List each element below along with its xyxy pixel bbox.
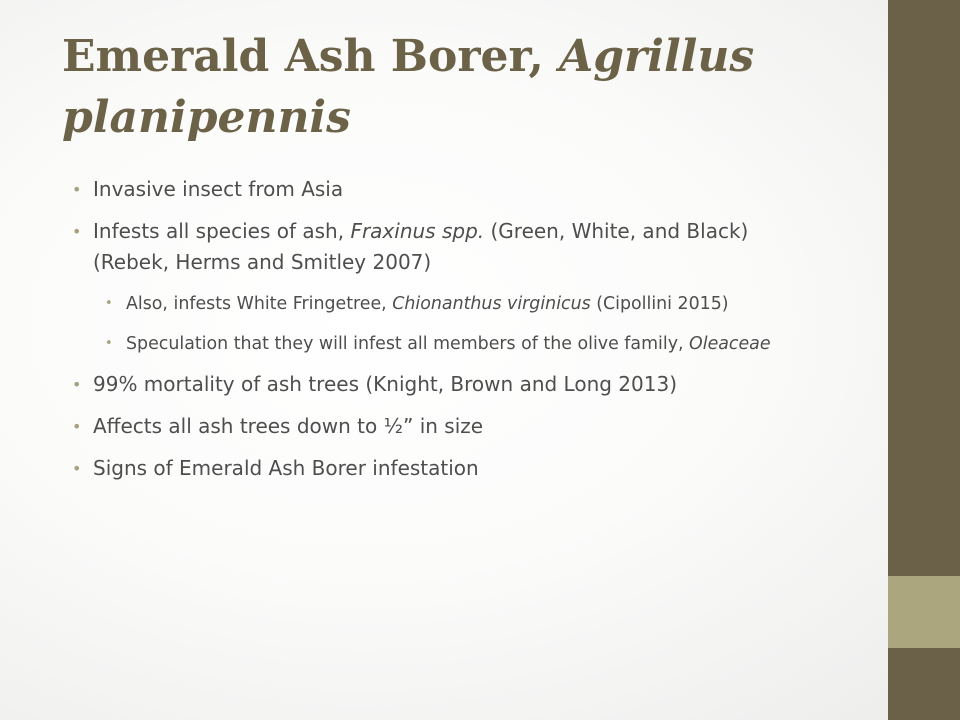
bullet-item (72, 216, 812, 278)
sub-bullet-item (105, 289, 812, 319)
sidebar-band-accent (888, 576, 960, 648)
bullet-text: (Green, White, and Black) (Rebek, Herms and Smitley 2007) (93, 219, 749, 274)
sub-bullet-item (105, 329, 812, 359)
bullet-icon: • (72, 375, 82, 394)
bullet-text: Infests all species of ash, (93, 219, 351, 243)
bullet-icon: • (105, 296, 113, 311)
bullet-text-italic: Fraxinus spp. (350, 219, 485, 243)
title-main: Emerald Ash Borer, (62, 31, 560, 82)
bullet-icon: • (72, 417, 82, 436)
bullet-text: Signs of Emerald Ash Borer infestation (93, 456, 479, 480)
bullet-text: Invasive insect from Asia (93, 177, 344, 201)
bullet-item (72, 411, 812, 442)
bullet-item (72, 453, 812, 484)
bullet-text-italic: Oleaceae (689, 334, 771, 354)
bullet-text: Speculation that they will infest all members of the olive family, (126, 334, 690, 354)
bullet-text: 99% mortality of ash trees (Knight, Brown and Long 2013) (93, 372, 678, 396)
bullet-item (72, 369, 812, 400)
slide-title (62, 26, 862, 148)
bullet-icon: • (72, 180, 82, 199)
bullet-text: Also, infests White Fringetree, (126, 294, 393, 314)
title-scientific-name: Agrillus planipennis (62, 31, 755, 143)
bullet-text-italic: Chionanthus virginicus (392, 294, 591, 314)
bullet-text: (Cipollini 2015) (590, 294, 729, 314)
bullet-icon: • (72, 459, 82, 478)
sidebar-band-top (888, 0, 960, 576)
sidebar-band-bottom (888, 648, 960, 720)
bullet-icon: • (105, 336, 113, 351)
bullet-text: Affects all ash trees down to ½” in size (93, 414, 484, 438)
bullet-icon: • (72, 222, 82, 241)
bullet-item (72, 174, 812, 205)
bullet-list (72, 174, 812, 495)
